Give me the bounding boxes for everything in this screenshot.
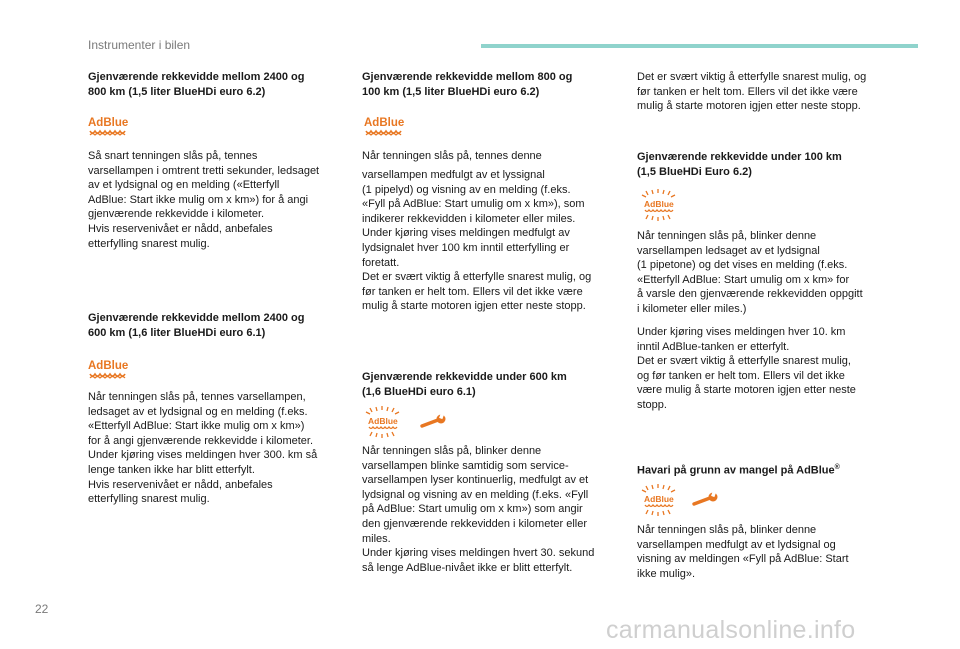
adblue-flashing-icon — [640, 484, 686, 521]
col1-section2-text: Når tenningen slås på, tennes varsellampen, ledsaget av et lydsignal og en melding (f.eks. «Etterfyll AdBlue: Start ikke mulig om x km») for å angi gjenværende rekkevidde i kilometer. Under kjøring vises meldingen hver 300. km så lenge tanken ikke har blitt etterfylt. Hvis reservenivået er nådd, anbefales etterfylling snarest mulig. — [88, 391, 318, 506]
section-heading: Gjenværende rekkevidde mellom 2400 og 800 km (1,5 liter BlueHDi euro 6.2) — [88, 71, 305, 98]
page-header-title: Instrumenter i bilen — [88, 38, 191, 52]
adblue-label: AdBlue — [368, 416, 398, 426]
adblue-label: AdBlue — [644, 199, 674, 209]
col2-section2-text: Når tenningen slås på, blinker denne varsellampen blinke samtidig som service- varsellampen lyser kontinuerlig, medfulgt av et lydsignal og visning av en melding (f.eks. «Fyll på AdBlue: Start umulig om x km») som angir den gjenværende rekkevidden i kilometer eller miles. Under kjøring vises meldingen hvert 30. sekund så lenge AdBlue-nivået ikke er blitt etterfylt. — [362, 445, 595, 574]
col3-section2-heading — [637, 460, 899, 479]
liquid-waves-icon — [644, 503, 674, 509]
col2-section1-heading: Gjenværende rekkevidde mellom 800 og 100 km (1,5 liter BlueHDi euro 6.2) — [362, 71, 573, 98]
liquid-waves-icon — [644, 208, 674, 214]
col1-section1-heading — [88, 70, 350, 100]
col3-section1-text-a: Når tenningen slås på, blinker denne varsellampen ledsaget av et lydsignal (1 pipetone) og det vises en melding (f.eks. «Etterfyll AdBlue: Start umulig om x km» for å varsle den gjenværende rekkevidden oppgitt i kilometer eller miles.) — [637, 230, 863, 315]
col1-section2-heading: Gjenværende rekkevidde mellom 2400 og 600 km (1,6 liter BlueHDi euro 6.1) — [88, 312, 305, 339]
col3-section1-heading: Gjenværende rekkevidde under 100 km (1,5 BlueHDi Euro 6.2) — [637, 151, 842, 178]
col2-section1-text-a: Når tenningen slås på, tennes denne — [362, 150, 542, 162]
adblue-label: AdBlue — [88, 360, 129, 372]
adblue-flashing-icon — [364, 406, 410, 443]
liquid-waves-icon — [368, 425, 398, 431]
page-header-bar — [481, 44, 918, 48]
watermark: carmanualsonline.info — [606, 616, 856, 644]
page-number: 22 — [35, 602, 49, 616]
col3-intro-text: Det er svært viktig å etterfylle snarest mulig, og før tanken er helt tom. Ellers vil det ikke være mulig å starte motoren igjen etter neste stopp. — [637, 71, 867, 113]
service-wrench-icon — [690, 492, 720, 515]
adblue-label: AdBlue — [644, 494, 674, 504]
col2-section1-text-b: varsellampen medfulgt av et lyssignal (1 pipelyd) og visning av en melding (f.eks. «Fyll på AdBlue: Start umulig om x km»), som indikerer rekkevidden i kilometer eller miles. Under kjøring vises meldingen medfulgt av lydsignalet hver 100 km inntil etterfylling er foretatt. Det er svært viktig å etterfylle snarest mulig, og før tanken er helt tom. Ellers vil det ikke være mulig å starte motoren igjen etter neste stopp. — [362, 169, 592, 313]
adblue-flashing-icon — [640, 189, 686, 226]
col3-section1-text-b: Under kjøring vises meldingen hver 10. km inntil AdBlue-tanken er etterfylt. Det er svært viktig å etterfylle snarest mulig, og før tanken er helt tom. Ellers vil det ikke være mulig å starte motoren igjen etter neste stopp. — [637, 326, 856, 411]
col3-section2-text: Når tenningen slås på, blinker denne varsellampen medfulgt av et lydsignal og visning av meldingen «Fyll på AdBlue: Start ikke mulig». — [637, 524, 849, 580]
adblue-label: AdBlue — [88, 117, 129, 129]
col1-section1-text: Så snart tenningen slås på, tennes varsellampen i omtrent tretti sekunder, ledsaget av et lydsignal og en melding («Etterfyll AdBlue: Start ikke mulig om x km») for å angi gjenværende rekkevidde i kilometer. Hvis reservenivået er nådd, anbefales etterfylling snarest mulig. — [88, 150, 320, 250]
adblue-label: AdBlue — [364, 117, 405, 129]
registered-mark: ® — [834, 464, 840, 471]
adblue-warning-icon — [364, 117, 408, 137]
heading-text: Havari på grunn av mangel på AdBlue — [637, 464, 835, 477]
col2-section2-heading: Gjenværende rekkevidde under 600 km (1,6 BlueHDi euro 6.1) — [362, 371, 567, 398]
service-wrench-icon — [418, 414, 448, 437]
adblue-warning-icon — [88, 360, 132, 380]
liquid-waves-icon — [88, 129, 132, 137]
adblue-warning-icon — [88, 117, 132, 137]
liquid-waves-icon — [364, 129, 408, 137]
liquid-waves-icon — [88, 372, 132, 380]
